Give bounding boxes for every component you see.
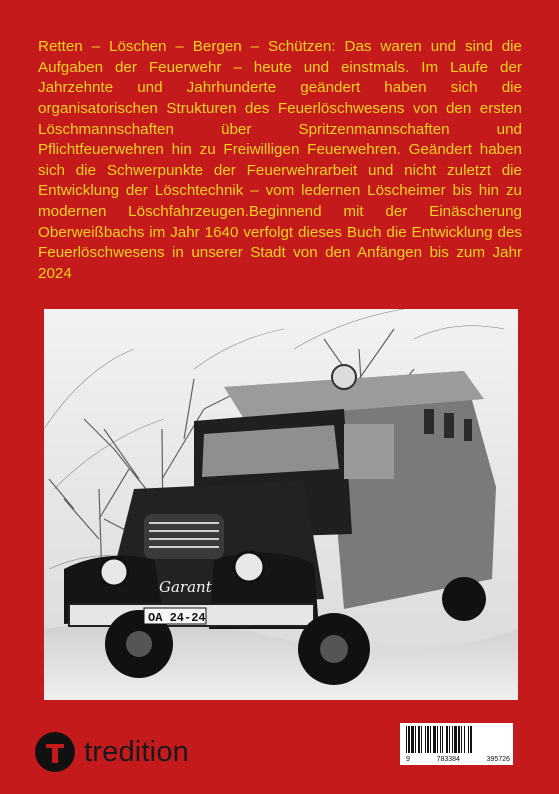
barcode-bar [415, 726, 416, 753]
license-plate: OA 24-24 [148, 611, 206, 625]
barcode-bar [461, 726, 462, 753]
barcode-bar [452, 726, 453, 753]
barcode-bar [408, 726, 410, 753]
barcode-bar [470, 726, 472, 753]
barcode-bar [458, 726, 460, 753]
truck-badge: Garant [159, 578, 212, 596]
barcode-bar [464, 726, 465, 753]
isbn-barcode [400, 723, 513, 765]
barcode-bar [437, 726, 438, 753]
barcode-first-digit: 9 [406, 756, 410, 763]
publisher-name: tredition [84, 735, 189, 768]
barcode-digits [400, 756, 513, 763]
barcode-bar [430, 726, 431, 753]
publisher-brand [34, 731, 189, 773]
barcode-bar [406, 726, 407, 753]
barcode-bar [446, 726, 448, 753]
barcode-bar [449, 726, 450, 753]
barcode-bar [425, 726, 426, 753]
back-cover-blurb: Retten – Löschen – Bergen – Schützen: Das waren und sind die Aufgaben der Feuerwehr – heute und einstmals. Im Laufe der Jahrzehnte und Jahrhunderte geändert haben sich die organisatorischen Strukturen des Feuerlöschwesens von den ersten Löschmannschaften über Spritzenmannschaften und Pflichtfeuerwehren hin zu Freiwilligen Feuerwehren. Geändert haben sich die Schwerpunkte der Feuerwehrarbeit und nicht zuletzt die Entwicklung der Löschtechnik – vom ledernen Löscheimer bis hin zu modernen Löschfahrzeugen.Beginnend mit der Einäscherung Oberweißbachs im Jahr 1640 verfolgt dieses Buch die Entwicklung des Feuerlöschwesens in unserer Stadt von den Anfängen bis zum Jahr 2024 [38, 38, 522, 282]
barcode-bar [418, 726, 420, 753]
barcode-bar [427, 726, 429, 753]
barcode-bar [468, 726, 469, 753]
barcode-bar [442, 726, 443, 753]
barcode-bar [433, 726, 436, 753]
barcode-bar [440, 726, 441, 753]
barcode-bar [411, 726, 414, 753]
barcode-group-1: 783384 [436, 756, 460, 763]
barcode-group-2: 395726 [486, 756, 510, 763]
barcode-bar [421, 726, 422, 753]
tredition-logo-icon [34, 731, 76, 773]
fire-truck-photo [44, 309, 518, 700]
barcode-bar [454, 726, 457, 753]
